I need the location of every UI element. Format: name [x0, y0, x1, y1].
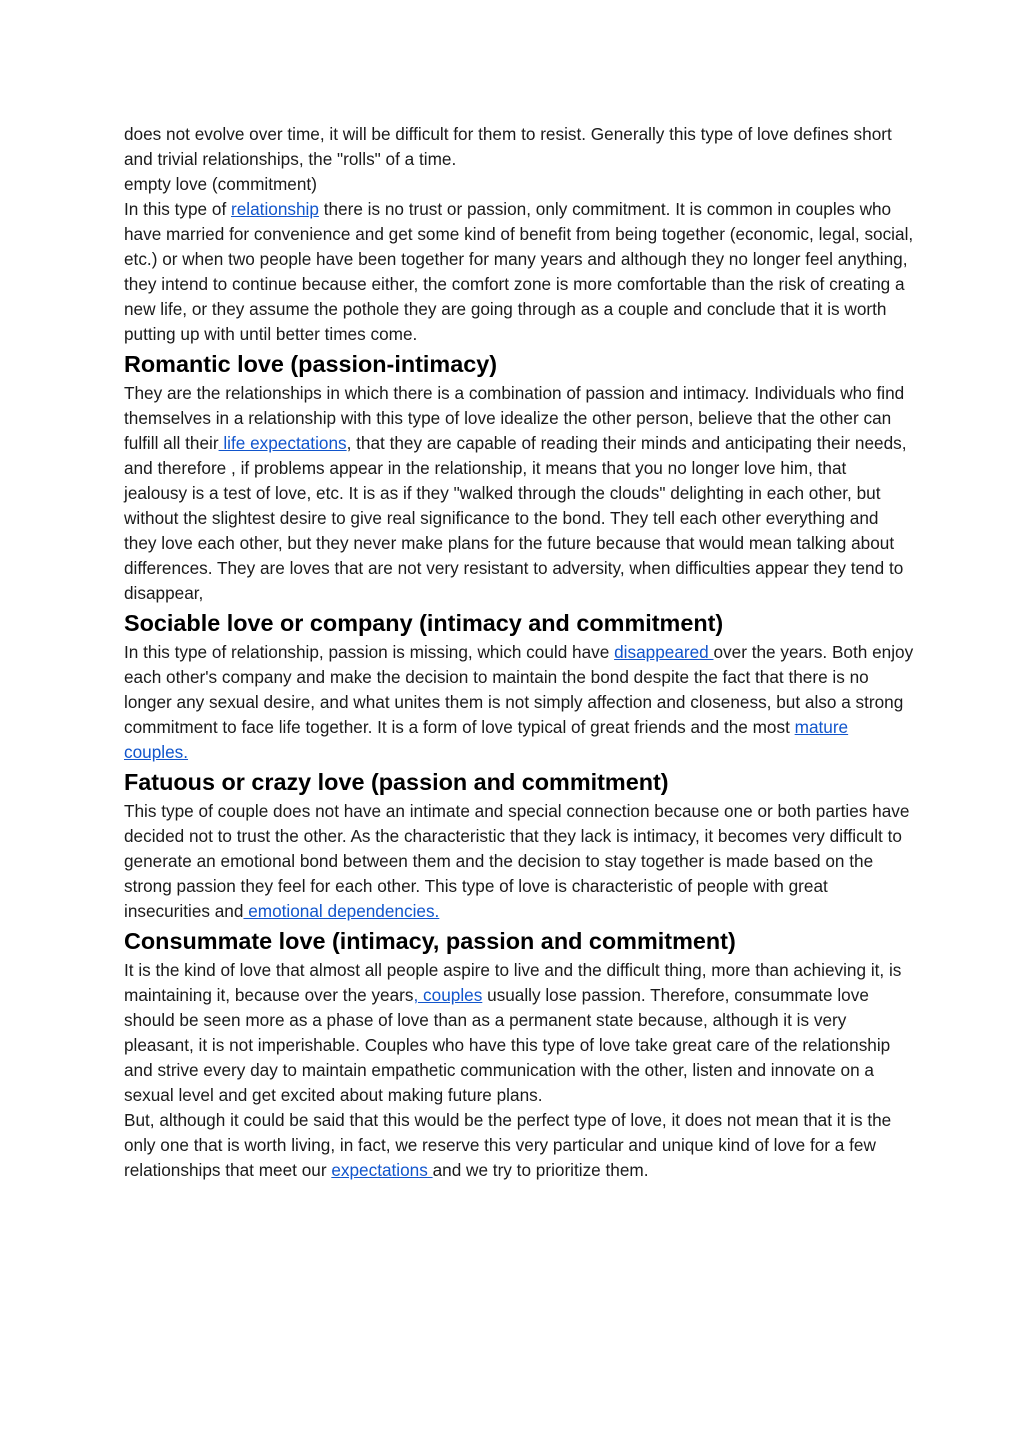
text-run: In this type of relationship, passion is missing, which could have [124, 642, 615, 662]
text-run: Sociable love or company (intimacy and commitment) [124, 610, 724, 636]
link-emotional-dependencies[interactable]: emotional dependencies. [243, 901, 440, 921]
link-expectations[interactable]: expectations [331, 1160, 433, 1180]
link-relationship[interactable]: relationship [231, 199, 319, 219]
text-run: Fatuous or crazy love (passion and commitment) [124, 769, 669, 795]
body-paragraph [124, 1108, 914, 1183]
text-run: , that they are capable of reading their minds and anticipating their needs, and therefore , if problems appear in the relationship, it means that you no longer love him, that jealousy is a test of love, etc. It is as if they "walked through the clouds" delighting in each other, but without the slightest desire to give real significance to the bond. They tell each other everything and they love each other, but they never make plans for the future because that would mean talking about differences. They are loves that are not very resistant to adversity, when difficulties appear they tend to disappear, [124, 433, 907, 603]
section-heading [124, 924, 914, 958]
text-run: usually lose passion. Therefore, consummate love should be seen more as a phase of love than as a permanent state because, although it is very pleasant, it is not imperishable. Couples who have this type of love take great care of the relationship and strive every day to maintain empathetic communication with the other, listen and innovate on a sexual level and get excited about making future plans. [124, 985, 891, 1105]
text-run: But, although it could be said that this would be the perfect type of love, it does not mean that it is the only one that is worth living, in fact, we reserve this very particular and unique kind of love for a few relationships that meet our [124, 1110, 892, 1180]
text-run: and we try to prioritize them. [432, 1160, 649, 1180]
section-heading [124, 347, 914, 381]
body-paragraph [124, 958, 914, 1108]
text-run: This type of couple does not have an intimate and special connection because one or both parties have decided not to trust the other. As the characteristic that they lack is intimacy, it becomes very difficult to generate an emotional bond between them and the decision to stay together is made based on the strong passion they feel for each other. This type of love is characteristic of people with great insecurities and [124, 801, 910, 921]
text-run: there is no trust or passion, only commitment. It is common in couples who have married for convenience and get some kind of benefit from being together (economic, legal, social, etc.) or when two people have been together for many years and although they no longer feel anything, they intend to continue because either, the comfort zone is more comfortable than the risk of creating a new life, or they assume the pothole they are going through as a couple and conclude that it is worth putting up with until better times come. [124, 199, 914, 344]
body-paragraph [124, 197, 914, 347]
text-run: It is the kind of love that almost all people aspire to live and the difficult thing, more than achieving it, is maintaining it, because over the years [124, 960, 902, 1005]
body-paragraph [124, 381, 914, 606]
body-paragraph [124, 172, 914, 197]
text-run: Consummate love (intimacy, passion and commitment) [124, 928, 736, 954]
text-run: Romantic love (passion-intimacy) [124, 351, 498, 377]
link-life-expectations[interactable]: life expectations [218, 433, 347, 453]
link-couples[interactable]: , couples [413, 985, 483, 1005]
body-paragraph [124, 799, 914, 924]
section-heading [124, 606, 914, 640]
text-run: They are the relationships in which there is a combination of passion and intimacy. Individuals who find themselves in a relationship with this type of love idealize the other person, believe that the other can fulfill all their [124, 383, 905, 453]
section-heading [124, 765, 914, 799]
text-run: In this type of [124, 199, 232, 219]
body-paragraph [124, 640, 914, 765]
document-page [124, 122, 914, 1183]
link-mature-couples[interactable]: mature couples. [124, 717, 849, 762]
body-paragraph [124, 122, 914, 172]
text-run: does not evolve over time, it will be difficult for them to resist. Generally this type of love defines short and trivial relationships, the "rolls" of a time. [124, 124, 892, 169]
text-run: empty love (commitment) [124, 174, 317, 194]
link-disappeared[interactable]: disappeared [614, 642, 714, 662]
text-run: over the years. Both enjoy each other's company and make the decision to maintain the bond despite the fact that there is no longer any sexual desire, and what unites them is not simply affection and closeness, but also a strong commitment to face life together. It is a form of love typical of great friends and the most [124, 642, 914, 737]
